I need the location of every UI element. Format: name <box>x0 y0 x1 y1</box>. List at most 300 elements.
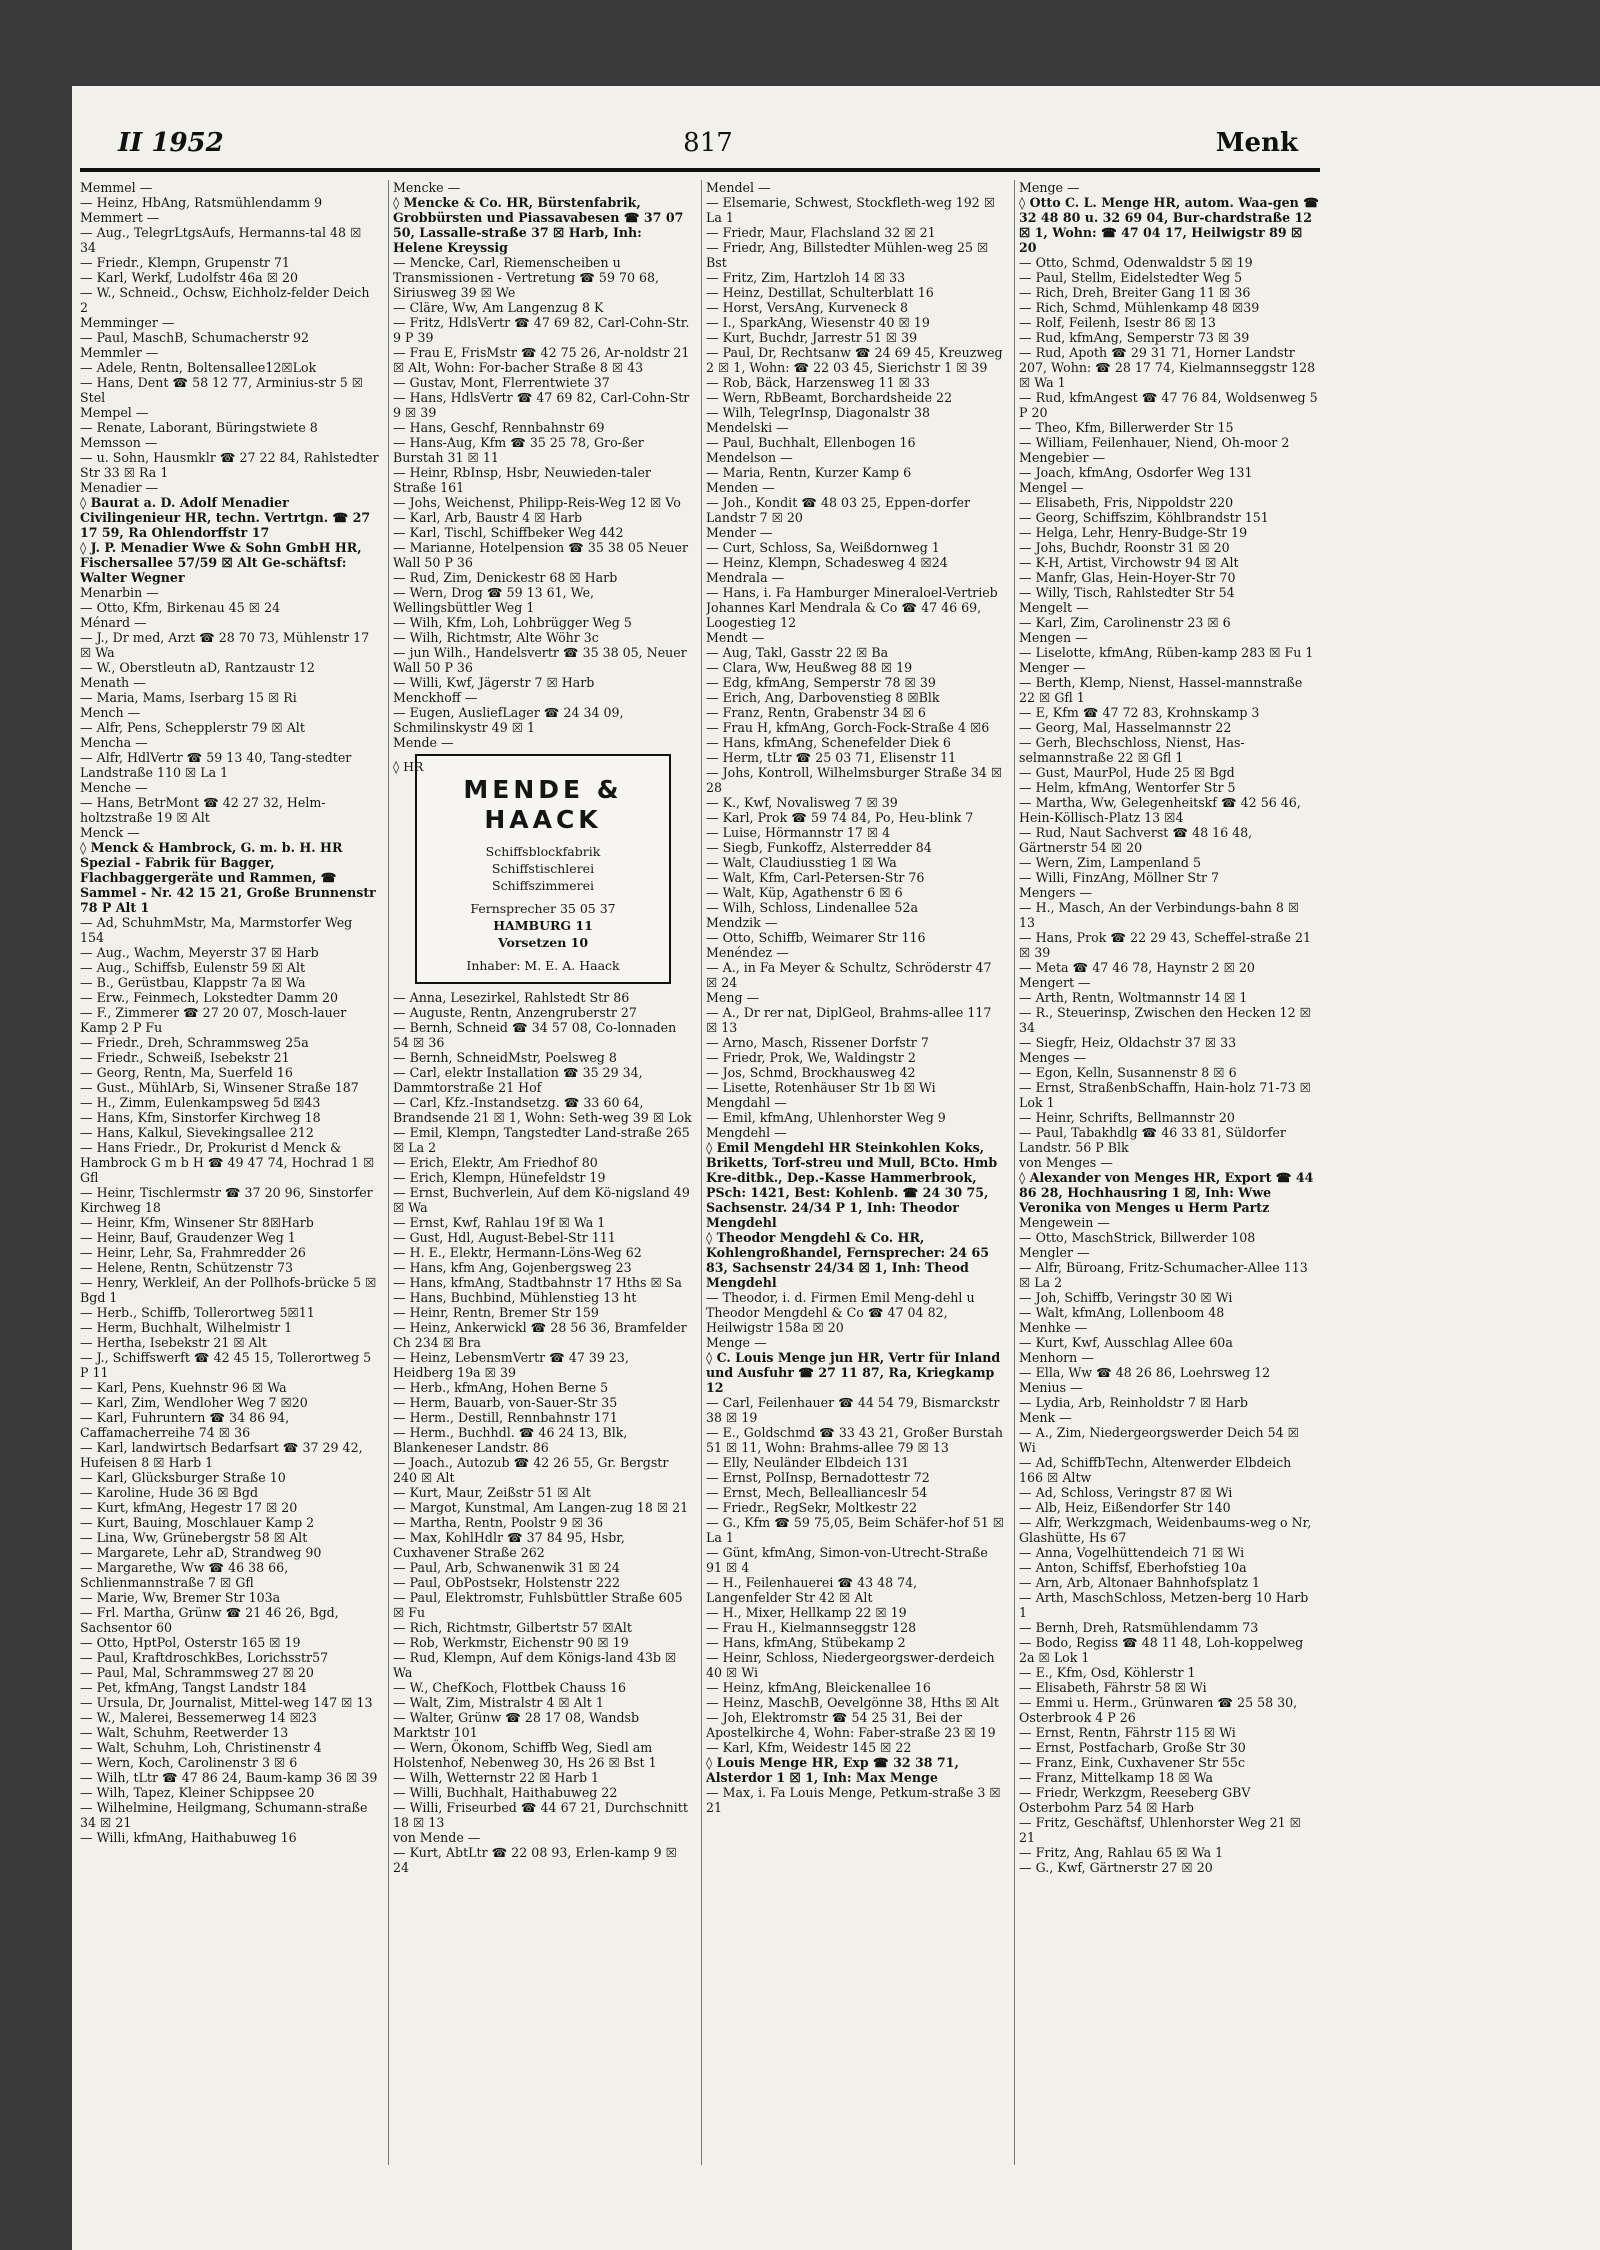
directory-entry: — Wern, Koch, Carolinenstr 3 ☒ 6 <box>80 1755 298 1770</box>
directory-heading: Menck — <box>80 825 140 840</box>
directory-entry: ◊ Baurat a. D. Adolf Menadier Civilingenieur HR, techn. Vertrtgn. ☎ 27 17 59, Ra Ohlendorffstr 17 <box>80 495 371 540</box>
directory-entry: — Rich, Richtmstr, Gilbertstr 57 ☒Alt <box>393 1620 632 1635</box>
directory-entry: — Joh, Schiffb, Veringstr 30 ☒ Wi <box>1019 1290 1233 1305</box>
directory-entry: — Erich, Ang, Darbovenstieg 8 ☒Blk <box>706 690 940 705</box>
directory-entry: — Theo, Kfm, Billerwerder Str 15 <box>1019 420 1234 435</box>
directory-entry: — Arth, Rentn, Woltmannstr 14 ☒ 1 <box>1019 990 1248 1005</box>
directory-entry: — Franz, Mittelkamp 18 ☒ Wa <box>1019 1770 1213 1785</box>
directory-entry: — Bernh, SchneidMstr, Poelsweg 8 <box>393 1050 617 1065</box>
directory-heading: Menhke — <box>1019 1320 1088 1335</box>
directory-entry: — Aug., Wachm, Meyerstr 37 ☒ Harb <box>80 945 319 960</box>
directory-heading: Menckhoff — <box>393 690 478 705</box>
directory-entry: — Erw., Feinmech, Lokstedter Damm 20 <box>80 990 338 1005</box>
directory-entry: — Arth, MaschSchloss, Metzen-berg 10 Harb 1 <box>1019 1590 1309 1620</box>
directory-entry: — Karl, Glücksburger Straße 10 <box>80 1470 286 1485</box>
ad-marker: ◊ HR <box>393 759 424 774</box>
directory-heading: Menden — <box>706 480 775 495</box>
directory-entry: — H., Zimm, Eulenkampsweg 5d ☒43 <box>80 1095 321 1110</box>
directory-entry: — Alfr, Büroang, Fritz-Schumacher-Allee 113 ☒ La 2 <box>1019 1260 1308 1290</box>
page-header <box>118 120 1298 168</box>
directory-entry: — Friedr, Werkzgm, Reeseberg GBV Osterbohm Parz 54 ☒ Harb <box>1019 1785 1251 1815</box>
directory-entry: — Heinr, Rentn, Bremer Str 159 <box>393 1305 599 1320</box>
directory-entry: — Meta ☎ 47 46 78, Haynstr 2 ☒ 20 <box>1019 960 1255 975</box>
directory-entry: — Friedr, Maur, Flachsland 32 ☒ 21 <box>706 225 936 240</box>
directory-entry: — Rolf, Feilenh, Isestr 86 ☒ 13 <box>1019 315 1216 330</box>
directory-entry: — H. E., Elektr, Hermann-Löns-Weg 62 <box>393 1245 642 1260</box>
directory-entry: — Siegfr, Heiz, Oldachstr 37 ☒ 33 <box>1019 1035 1237 1050</box>
directory-entry: — Gerh, Blechschloss, Nienst, Has-selmannstraße 22 ☒ Gfl 1 <box>1019 735 1245 765</box>
directory-entry: — Walt, Claudiusstieg 1 ☒ Wa <box>706 855 897 870</box>
directory-entry: ◊ Otto C. L. Menge HR, autom. Waa-gen ☎ 32 48 80 u. 32 69 04, Bur-chardstraße 12 ☒ 1, Wohn: ☎ 47 04 17, Heilwigstr 89 ☒ 20 <box>1019 195 1319 255</box>
directory-heading: Mengdehl — <box>706 1125 787 1140</box>
directory-entry: — Emil, Klempn, Tangstedter Land-straße 265 ☒ La 2 <box>393 1125 690 1155</box>
ad-street: Vorsetzen 10 <box>497 935 589 950</box>
directory-entry: — W., ChefKoch, Flottbek Chauss 16 <box>393 1680 626 1695</box>
directory-entry: — Ad, Schloss, Veringstr 87 ☒ Wi <box>1019 1485 1233 1500</box>
directory-entry: — Walt, Küp, Agathenstr 6 ☒ 6 <box>706 885 903 900</box>
ad-city: HAMBURG 11 <box>493 918 593 933</box>
directory-entry: — Kurt, AbtLtr ☎ 22 08 93, Erlen-kamp 9 ☒ 24 <box>393 1845 677 1875</box>
ad-title-line-1: MENDE & <box>463 775 623 804</box>
directory-entry: ◊ Mencke & Co. HR, Bürstenfabrik, Grobbürsten und Piassavabesen ☎ 37 07 50, Lassalle-straße 37 ☒ Harb, Inh: Helene Kreyssig <box>393 195 684 255</box>
directory-entry: — Clara, Ww, Heußweg 88 ☒ 19 <box>706 660 913 675</box>
directory-entry: — Alb, Heiz, Eißendorfer Str 140 <box>1019 1500 1231 1515</box>
directory-entry: — Bernh, Schneid ☎ 34 57 08, Co-lonnaden 54 ☒ 36 <box>393 1020 677 1050</box>
directory-entry: — R., Steuerinsp, Zwischen den Hecken 12 ☒ 34 <box>1019 1005 1311 1035</box>
directory-entry: — K-H, Artist, Virchowstr 94 ☒ Alt <box>1019 555 1239 570</box>
directory-entry: — W., Malerei, Bessemerweg 14 ☒23 <box>80 1710 317 1725</box>
directory-entry: — Helene, Rentn, Schützenstr 73 <box>80 1260 294 1275</box>
directory-entry: — Heinz, Ankerwickl ☎ 28 56 36, Bramfelder Ch 234 ☒ Bra <box>393 1320 687 1350</box>
directory-entry: — Paul, Dr, Rechtsanw ☎ 24 69 45, Kreuzweg 2 ☒ 1, Wohn: ☎ 22 03 45, Sierichstr 1 ☒ 39 <box>706 345 1003 375</box>
directory-entry: — jun Wilh., Handelsvertr ☎ 35 38 05, Neuer Wall 50 P 36 <box>393 645 687 675</box>
directory-heading: Mempel — <box>80 405 149 420</box>
directory-entry: — Willi, Friseurbed ☎ 44 67 21, Durchschnitt 18 ☒ 13 <box>393 1800 688 1830</box>
directory-entry: — Herm., Destill, Rennbahnstr 171 <box>393 1410 618 1425</box>
directory-entry: — Ad, SchuhmMstr, Ma, Marmstorfer Weg 154 <box>80 915 353 945</box>
directory-entry: — Ad, SchiffbTechn, Altenwerder Elbdeich 166 ☒ Altw <box>1019 1455 1292 1485</box>
directory-entry: — Anna, Vogelhüttendeich 71 ☒ Wi <box>1019 1545 1245 1560</box>
directory-heading: Mengelt — <box>1019 600 1089 615</box>
directory-entry: — J., Schiffswerft ☎ 42 45 15, Tollerortweg 5 P 11 <box>80 1350 372 1380</box>
directory-entry: — Otto, MaschStrick, Billwerder 108 <box>1019 1230 1256 1245</box>
page-header-left: II 1952 <box>118 128 224 158</box>
directory-entry: — Paul, Stellm, Eidelstedter Weg 5 <box>1019 270 1243 285</box>
directory-entry: — Elisabeth, Fris, Nippoldstr 220 <box>1019 495 1234 510</box>
directory-entry: — Alfr, Pens, Schepplerstr 79 ☒ Alt <box>80 720 305 735</box>
directory-entry: — Carl, Kfz.-Instandsetzg. ☎ 33 60 64, Brandsende 21 ☒ 1, Wohn: Seth-weg 39 ☒ Lok <box>393 1095 692 1125</box>
directory-entry: — Bernh, Dreh, Ratsmühlendamm 73 <box>1019 1620 1259 1635</box>
directory-entry: — Anna, Lesezirkel, Rahlstedt Str 86 <box>393 990 630 1005</box>
directory-entry: — Margarete, Lehr aD, Strandweg 90 <box>80 1545 322 1560</box>
directory-entry: — Heinr, Bauf, Graudenzer Weg 1 <box>80 1230 296 1245</box>
directory-entry: — Frau H, kfmAng, Gorch-Fock-Straße 4 ☒6 <box>706 720 990 735</box>
directory-heading: Menges — <box>1019 1050 1087 1065</box>
directory-heading: Mendel — <box>706 180 771 195</box>
directory-entry: — Paul, KraftdroschkBes, Lorichsstr57 <box>80 1650 329 1665</box>
directory-entry: — Johs, Buchdr, Roonstr 31 ☒ 20 <box>1019 540 1230 555</box>
directory-entry: — Emmi u. Herm., Grünwaren ☎ 25 58 30, Osterbrook 4 P 26 <box>1019 1695 1298 1725</box>
directory-entry: — Hans, kfmAng, Stübekamp 2 <box>706 1635 906 1650</box>
directory-entry: — Rich, Schmd, Mühlenkamp 48 ☒39 <box>1019 300 1260 315</box>
directory-entry: — Hertha, Isebekstr 21 ☒ Alt <box>80 1335 267 1350</box>
directory-entry: — Lydia, Arb, Reinholdstr 7 ☒ Harb <box>1019 1395 1248 1410</box>
directory-entry: — E., Kfm, Osd, Köhlerstr 1 <box>1019 1665 1196 1680</box>
directory-entry: — Erich, Klempn, Hünefeldstr 19 <box>393 1170 606 1185</box>
directory-entry: — Walter, Grünw ☎ 28 17 08, Wandsb Marktstr 101 <box>393 1710 640 1740</box>
directory-entry: — Gust, Hdl, August-Bebel-Str 111 <box>393 1230 616 1245</box>
directory-entry: — Hans, Dent ☎ 58 12 77, Arminius-str 5 ☒ Stel <box>80 375 364 405</box>
directory-entry: — Helga, Lehr, Henry-Budge-Str 19 <box>1019 525 1248 540</box>
directory-heading: Memmler — <box>80 345 159 360</box>
directory-entry: — Hans, HdlsVertr ☎ 47 69 82, Carl-Cohn-Str 9 ☒ 39 <box>393 390 690 420</box>
directory-entry: — Luise, Hörmannstr 17 ☒ 4 <box>706 825 891 840</box>
directory-heading: Ménard — <box>80 615 147 630</box>
directory-entry: — Ursula, Dr, Journalist, Mittel-weg 147 ☒ 13 <box>80 1695 373 1710</box>
directory-entry: — Otto, Schmd, Odenwaldstr 5 ☒ 19 <box>1019 255 1253 270</box>
directory-entry: ◊ C. Louis Menge jun HR, Vertr für Inland und Ausfuhr ☎ 27 11 87, Ra, Kriegkamp 12 <box>706 1350 1001 1395</box>
directory-entry: — W., Schneid., Ochsw, Eichholz-felder Deich 2 <box>80 285 370 315</box>
directory-entry: — Walt, Schuhm, Reetwerder 13 <box>80 1725 289 1740</box>
directory-entry: — Karl, Arb, Baustr 4 ☒ Harb <box>393 510 583 525</box>
directory-entry: — Marianne, Hotelpension ☎ 35 38 05 Neuer Wall 50 P 36 <box>393 540 688 570</box>
directory-entry: — Karl, Fuhruntern ☎ 34 86 94, Caffamacherreihe 74 ☒ 36 <box>80 1410 290 1440</box>
directory-entry: — Eugen, AusliefLager ☎ 24 34 09, Schmilinskystr 49 ☒ 1 <box>393 705 624 735</box>
directory-entry: — Kurt, Maur, Zeißstr 51 ☒ Alt <box>393 1485 591 1500</box>
directory-heading: Mendrala — <box>706 570 785 585</box>
directory-heading: Mende — <box>393 735 454 750</box>
directory-entry: — Wilh, Schloss, Lindenallee 52a <box>706 900 918 915</box>
directory-entry: — Karl, Kfm, Weidestr 145 ☒ 22 <box>706 1740 912 1755</box>
directory-entry: — Heinr, RbInsp, Hsbr, Neuwieden-taler Straße 161 <box>393 465 651 495</box>
directory-entry: — Wilh, Kfm, Loh, Lohbrügger Weg 5 <box>393 615 632 630</box>
directory-entry: — Heinr, Schloss, Niedergeorgswer-derdeich 40 ☒ Wi <box>706 1650 995 1680</box>
directory-heading: Memmert — <box>80 210 160 225</box>
directory-entry: — Alfr, HdlVertr ☎ 59 13 40, Tang-stedter Landstraße 110 ☒ La 1 <box>80 750 352 780</box>
directory-entry: — Aug., Schiffsb, Eulenstr 59 ☒ Alt <box>80 960 306 975</box>
directory-entry: — Wern, RbBeamt, Borchardsheide 22 <box>706 390 953 405</box>
directory-entry: — Walt, Schuhm, Loh, Christinenstr 4 <box>80 1740 322 1755</box>
directory-entry: — Renate, Laborant, Büringstwiete 8 <box>80 420 318 435</box>
directory-entry: — Alfr, Werkzgmach, Weidenbaums-weg o Nr, Glashütte, Hs 67 <box>1019 1515 1312 1545</box>
directory-entry: — A., Dr rer nat, DiplGeol, Brahms-allee 117 ☒ 13 <box>706 1005 992 1035</box>
directory-entry: — Herb., Schiffb, Tollerortweg 5☒11 <box>80 1305 315 1320</box>
directory-entry: — Mencke, Carl, Riemenscheiben u Transmissionen - Vertretung ☎ 59 70 68, Siriusweg 39 ☒ We <box>393 255 660 300</box>
directory-heading: Mengdahl — <box>706 1095 787 1110</box>
directory-entry: — Willy, Tisch, Rahlstedter Str 54 <box>1019 585 1235 600</box>
directory-entry: — Egon, Kelln, Susannenstr 8 ☒ 6 <box>1019 1065 1237 1080</box>
directory-entry: — B., Gerüstbau, Klappstr 7a ☒ Wa <box>80 975 306 990</box>
directory-entry: — Elisabeth, Fährstr 58 ☒ Wi <box>1019 1680 1207 1695</box>
directory-entry: — Margot, Kunstmal, Am Langen-zug 18 ☒ 21 <box>393 1500 689 1515</box>
directory-entry: — Martha, Rentn, Poolstr 9 ☒ 36 <box>393 1515 603 1530</box>
column-divider <box>388 180 389 2165</box>
column-1 <box>80 180 380 2170</box>
directory-entry: — Hans-Aug, Kfm ☎ 35 25 78, Gro-ßer Burstah 31 ☒ 11 <box>393 435 644 465</box>
directory-entry: — Paul, Buchhalt, Ellenbogen 16 <box>706 435 916 450</box>
directory-entry: — Kurt, Kwf, Ausschlag Allee 60a <box>1019 1335 1233 1350</box>
directory-heading: Meng — <box>706 990 760 1005</box>
directory-entry: — Wern, Ökonom, Schiffb Weg, Siedl am Holstenhof, Nebenweg 30, Hs 26 ☒ Bst 1 <box>393 1740 657 1770</box>
directory-heading: Menadier — <box>80 480 159 495</box>
directory-entry: — Hans, Buchbind, Mühlenstieg 13 ht <box>393 1290 637 1305</box>
directory-entry: — Ernst, PolInsp, Bernadottestr 72 <box>706 1470 930 1485</box>
directory-entry: — Lina, Ww, Grünebergstr 58 ☒ Alt <box>80 1530 308 1545</box>
directory-entry: ◊ Louis Menge HR, Exp ☎ 32 38 71, Alsterdor 1 ☒ 1, Inh: Max Menge <box>706 1755 959 1785</box>
column-4 <box>1019 180 1319 2170</box>
directory-entry: — Aug, Takl, Gasstr 22 ☒ Ba <box>706 645 889 660</box>
directory-heading: Memminger — <box>80 315 175 330</box>
directory-entry: — Hans, Kfm, Sinstorfer Kirchweg 18 <box>80 1110 321 1125</box>
directory-entry: — Herb., kfmAng, Hohen Berne 5 <box>393 1380 609 1395</box>
directory-entry: — Karl, landwirtsch Bedarfsart ☎ 37 29 42, Hufeisen 8 ☒ Harb 1 <box>80 1440 363 1470</box>
directory-entry: — Franz, Rentn, Grabenstr 34 ☒ 6 <box>706 705 926 720</box>
column-2-top <box>393 180 693 750</box>
directory-entry: — K., Kwf, Novalisweg 7 ☒ 39 <box>706 795 898 810</box>
directory-entry: — Georg, Mal, Hasselmannstr 22 <box>1019 720 1232 735</box>
ad-line-3: Schiffszimmerei <box>492 878 594 893</box>
directory-entry: — Otto, HptPol, Osterstr 165 ☒ 19 <box>80 1635 301 1650</box>
directory-entry: — Kurt, Buchdr, Jarrestr 51 ☒ 39 <box>706 330 918 345</box>
column-3 <box>706 180 1006 2170</box>
page-header-right: Menk <box>1215 128 1298 158</box>
directory-entry: — G., Kwf, Gärtnerstr 27 ☒ 20 <box>1019 1860 1213 1875</box>
directory-entry: — Anton, Schiffsf, Eberhofstieg 10a <box>1019 1560 1247 1575</box>
directory-entry: — Heinr, Tischlermstr ☎ 37 20 96, Sinstorfer Kirchweg 18 <box>80 1185 373 1215</box>
directory-heading: Menche — <box>80 780 148 795</box>
directory-heading: Mengers — <box>1019 885 1093 900</box>
directory-entry: — Berth, Klemp, Nienst, Hassel-mannstraße 22 ☒ Gfl 1 <box>1019 675 1303 705</box>
directory-heading: Mengler — <box>1019 1245 1090 1260</box>
directory-heading: Menéndez — <box>706 945 789 960</box>
ad-title-line-2: HAACK <box>484 805 602 834</box>
directory-entry: — Friedr., Schweiß, Isebekstr 21 <box>80 1050 290 1065</box>
header-rule <box>80 168 1320 172</box>
ad-line-2: Schiffstischlerei <box>491 861 595 876</box>
directory-entry: — Friedr., RegSekr, Moltkestr 22 <box>706 1500 918 1515</box>
directory-entry: — Willi, Kwf, Jägerstr 7 ☒ Harb <box>393 675 595 690</box>
directory-entry: ◊ J. P. Menadier Wwe & Sohn GmbH HR, Fischersallee 57/59 ☒ Alt Ge-schäftsf: Walter Wegner <box>80 540 362 585</box>
directory-heading: Mengen — <box>1019 630 1088 645</box>
directory-entry: — Theodor, i. d. Firmen Emil Meng-dehl u Theodor Mengdehl & Co ☎ 47 04 82, Heilwigstr 158a ☒ 20 <box>706 1290 975 1335</box>
directory-entry: — G., Kfm ☎ 59 75,05, Beim Schäfer-hof 51 ☒ La 1 <box>706 1515 1005 1545</box>
directory-entry: — Adele, Rentn, Boltensallee12☒Lok <box>80 360 317 375</box>
directory-entry: — Heinz, HbAng, Ratsmühlendamm 9 <box>80 195 323 210</box>
directory-entry: — Fritz, Zim, Hartzloh 14 ☒ 33 <box>706 270 906 285</box>
directory-entry: — Walt, kfmAng, Lollenboom 48 <box>1019 1305 1225 1320</box>
directory-entry: — Ernst, Buchverlein, Auf dem Kö-nigsland 49 ☒ Wa <box>393 1185 690 1215</box>
directory-heading: Menge — <box>1019 180 1080 195</box>
directory-entry: — Friedr., Dreh, Schrammsweg 25a <box>80 1035 309 1050</box>
directory-entry: — Paul, MaschB, Schumacherstr 92 <box>80 330 310 345</box>
directory-entry: — Karl, Zim, Wendloher Weg 7 ☒20 <box>80 1395 308 1410</box>
directory-entry: — Otto, Schiffb, Weimarer Str 116 <box>706 930 926 945</box>
directory-entry: — Fritz, Geschäftsf, Uhlenhorster Weg 21 ☒ 21 <box>1019 1815 1301 1845</box>
directory-entry: — Herm, tLtr ☎ 25 03 71, Elisenstr 11 <box>706 750 957 765</box>
directory-entry: — Paul, Tabakhdlg ☎ 46 33 81, Süldorfer Landstr. 56 P Blk <box>1019 1125 1286 1155</box>
directory-entry: — Willi, FinzAng, Möllner Str 7 <box>1019 870 1220 885</box>
directory-heading: Menge — <box>706 1335 767 1350</box>
directory-entry: — Frau H., Kielmannseggstr 128 <box>706 1620 917 1635</box>
directory-heading: Memsson — <box>80 435 158 450</box>
directory-entry: — Auguste, Rentn, Anzengruberstr 27 <box>393 1005 637 1020</box>
directory-entry: — Johs, Weichenst, Philipp-Reis-Weg 12 ☒ Vo <box>393 495 681 510</box>
directory-entry: — Günt, kfmAng, Simon-von-Utrecht-Straße 91 ☒ 4 <box>706 1545 988 1575</box>
directory-entry: — Herm, Buchhalt, Wilhelmistr 1 <box>80 1320 293 1335</box>
directory-entry: — Joach., Autozub ☎ 42 26 55, Gr. Bergstr 240 ☒ Alt <box>393 1455 669 1485</box>
advertisement-box <box>393 754 671 984</box>
directory-entry: — Frl. Martha, Grünw ☎ 21 46 26, Bgd, Sachsentor 60 <box>80 1605 339 1635</box>
directory-heading: Mencha — <box>80 735 148 750</box>
directory-entry: — H., Mixer, Hellkamp 22 ☒ 19 <box>706 1605 907 1620</box>
directory-entry: — Elly, Neuländer Elbdeich 131 <box>706 1455 910 1470</box>
directory-entry: — Rud, Klempn, Auf dem Königs-land 43b ☒ Wa <box>393 1650 677 1680</box>
directory-heading: von Menges — <box>1019 1155 1113 1170</box>
directory-entry: — Willi, kfmAng, Haithabuweg 16 <box>80 1830 297 1845</box>
directory-entry: — Franz, Eink, Cuxhavener Str 55c <box>1019 1755 1245 1770</box>
directory-heading: Mengebier — <box>1019 450 1106 465</box>
directory-entry: — Gust., MühlArb, Si, Winsener Straße 187 <box>80 1080 359 1095</box>
directory-entry: — Manfr, Glas, Hein-Hoyer-Str 70 <box>1019 570 1236 585</box>
directory-heading: Menarbin — <box>80 585 159 600</box>
directory-entry: — Hans, BetrMont ☎ 42 27 32, Helm-holtzstraße 19 ☒ Alt <box>80 795 326 825</box>
directory-entry: — Max, KohlHdlr ☎ 37 84 95, Hsbr, Cuxhavener Straße 262 <box>393 1530 625 1560</box>
directory-entry: — Karl, Zim, Carolinenstr 23 ☒ 6 <box>1019 615 1231 630</box>
directory-entry: — Henry, Werkleif, An der Pollhofs-brücke 5 ☒ Bgd 1 <box>80 1275 377 1305</box>
directory-heading: Memmel — <box>80 180 153 195</box>
directory-heading: Mendelson — <box>706 450 793 465</box>
ad-phone: Fernsprecher 35 05 37 <box>470 901 616 916</box>
directory-entry: — Marie, Ww, Bremer Str 103a <box>80 1590 281 1605</box>
directory-entry: — Karl, Pens, Kuehnstr 96 ☒ Wa <box>80 1380 287 1395</box>
directory-entry: — Heinz, kfmAng, Bleickenallee 16 <box>706 1680 931 1695</box>
directory-entry: — Hans, Kalkul, Sievekingsallee 212 <box>80 1125 314 1140</box>
directory-heading: Menger — <box>1019 660 1086 675</box>
directory-entry: — Rud, kfmAng, Semperstr 73 ☒ 39 <box>1019 330 1250 345</box>
page-number: 817 <box>683 128 733 158</box>
directory-entry: — Ernst, StraßenbSchaffn, Hain-holz 71-73 ☒ Lok 1 <box>1019 1080 1311 1110</box>
column-2-bottom <box>393 990 693 1875</box>
directory-entry: — Friedr, Prok, We, Waldingstr 2 <box>706 1050 916 1065</box>
directory-entry: — Rud, Zim, Denickestr 68 ☒ Harb <box>393 570 618 585</box>
directory-entry: — Heinz, Klempn, Schadesweg 4 ☒24 <box>706 555 948 570</box>
directory-entry: — Rich, Dreh, Breiter Gang 11 ☒ 36 <box>1019 285 1251 300</box>
directory-entry: — E, Kfm ☎ 47 72 83, Krohnskamp 3 <box>1019 705 1260 720</box>
directory-entry: — Otto, Kfm, Birkenau 45 ☒ 24 <box>80 600 281 615</box>
directory-heading: von Mende — <box>393 1830 481 1845</box>
directory-entry: — Ernst, Postfacharb, Große Str 30 <box>1019 1740 1246 1755</box>
directory-entry: — H., Masch, An der Verbindungs-bahn 8 ☒ 13 <box>1019 900 1300 930</box>
directory-heading: Mengewein — <box>1019 1215 1110 1230</box>
directory-entry: — Horst, VersAng, Kurveneck 8 <box>706 300 908 315</box>
directory-entry: — Walt, Kfm, Carl-Petersen-Str 76 <box>706 870 925 885</box>
directory-entry: — Liselotte, kfmAng, Rüben-kamp 283 ☒ Fu 1 <box>1019 645 1314 660</box>
directory-entry: — Paul, ObPostsekr, Holstenstr 222 <box>393 1575 621 1590</box>
directory-entry: — Ernst, Kwf, Rahlau 19f ☒ Wa 1 <box>393 1215 606 1230</box>
directory-entry: — Wilh, tLtr ☎ 47 86 24, Baum-kamp 36 ☒ 39 <box>80 1770 378 1785</box>
directory-entry: — Siegb, Funkoffz, Alsterredder 84 <box>706 840 932 855</box>
directory-entry: — Martha, Ww, Gelegenheitskf ☎ 42 56 46, Hein-Köllisch-Platz 13 ☒4 <box>1019 795 1301 825</box>
directory-entry: — Heinz, LebensmVertr ☎ 47 39 23, Heidberg 19a ☒ 39 <box>393 1350 629 1380</box>
directory-entry: — Rob, Bäck, Harzensweg 11 ☒ 33 <box>706 375 931 390</box>
directory-entry: — Hans, Prok ☎ 22 29 43, Scheffel-straße 21 ☒ 39 <box>1019 930 1312 960</box>
directory-heading: Mengel — <box>1019 480 1084 495</box>
directory-entry: — Lisette, Rotenhäuser Str 1b ☒ Wi <box>706 1080 936 1095</box>
directory-entry: — Rud, kfmAngest ☎ 47 76 84, Woldsenweg 5 P 20 <box>1019 390 1318 420</box>
directory-entry: — Wern, Zim, Lampenland 5 <box>1019 855 1201 870</box>
directory-entry: — Kurt, Bauing, Moschlauer Kamp 2 <box>80 1515 315 1530</box>
directory-entry: — Heinr, Lehr, Sa, Frahmredder 26 <box>80 1245 306 1260</box>
directory-entry: ◊ Theodor Mengdehl & Co. HR, Kohlengroßhandel, Fernsprecher: 24 65 83, Sachsenstr 24/34 ☒ 1, Inh: Theod Mengdehl <box>706 1230 989 1290</box>
directory-entry: — Wilh, Wetternstr 22 ☒ Harb 1 <box>393 1770 600 1785</box>
directory-entry: — Ernst, Mech, Belleallianceslr 54 <box>706 1485 928 1500</box>
directory-entry: — A., Zim, Niedergeorgswerder Deich 54 ☒ Wi <box>1019 1425 1299 1455</box>
ad-line-1: Schiffsblockfabrik <box>485 844 601 859</box>
directory-entry: — Joh, Elektromstr ☎ 54 25 31, Bei der Apostelkirche 4, Wohn: Faber-straße 23 ☒ 19 <box>706 1710 996 1740</box>
directory-entry: — H., Feilenhauerei ☎ 43 48 74, Langenfelder Str 42 ☒ Alt <box>706 1575 918 1605</box>
directory-entry: — Heinr, Schrifts, Bellmannstr 20 <box>1019 1110 1235 1125</box>
directory-entry: — Georg, Rentn, Ma, Suerfeld 16 <box>80 1065 293 1080</box>
directory-entry: — Karoline, Hude 36 ☒ Bgd <box>80 1485 259 1500</box>
directory-entry: — Edg, kfmAng, Semperstr 78 ☒ 39 <box>706 675 936 690</box>
directory-entry: — Willi, Buchhalt, Haithabuweg 22 <box>393 1785 618 1800</box>
directory-entry: — Paul, Arb, Schwanenwik 31 ☒ 24 <box>393 1560 620 1575</box>
directory-entry: — William, Feilenhauer, Niend, Oh-moor 2 <box>1019 435 1290 450</box>
directory-entry: — Rob, Werkmstr, Eichenstr 90 ☒ 19 <box>393 1635 629 1650</box>
directory-entry: — Ernst, Rentn, Fährstr 115 ☒ Wi <box>1019 1725 1236 1740</box>
directory-entry: — Hans, kfm Ang, Gojenbergsweg 23 <box>393 1260 632 1275</box>
directory-entry: — Wilhelmine, Heilgmang, Schumann-straße 34 ☒ 21 <box>80 1800 368 1830</box>
directory-heading: Mencke — <box>393 180 461 195</box>
directory-heading: Menath — <box>80 675 146 690</box>
directory-entry: — Georg, Schiffszim, Köhlbrandstr 151 <box>1019 510 1269 525</box>
directory-heading: Menhorn — <box>1019 1350 1094 1365</box>
directory-entry: — Bodo, Regiss ☎ 48 11 48, Loh-koppelweg 2a ☒ Lok 1 <box>1019 1635 1304 1665</box>
directory-entry: — Hans, kfmAng, Stadtbahnstr 17 Hths ☒ Sa <box>393 1275 682 1290</box>
directory-entry: — Walt, Zim, Mistralstr 4 ☒ Alt 1 <box>393 1695 604 1710</box>
directory-entry: — Aug., TelegrLtgsAufs, Hermanns-tal 48 ☒ 34 <box>80 225 362 255</box>
directory-entry: — Carl, elektr Installation ☎ 35 29 34, Dammtorstraße 21 Hof <box>393 1065 643 1095</box>
directory-entry: — Fritz, HdlsVertr ☎ 47 69 82, Carl-Cohn-Str. 9 P 39 <box>393 315 690 345</box>
directory-heading: Mendt — <box>706 630 765 645</box>
directory-entry: — Karl, Prok ☎ 59 74 84, Po, Heu-blink 7 <box>706 810 974 825</box>
directory-entry: — Karl, Werkf, Ludolfstr 46a ☒ 20 <box>80 270 299 285</box>
directory-entry: — Joh., Kondit ☎ 48 03 25, Eppen-dorfer Landstr 7 ☒ 20 <box>706 495 970 525</box>
directory-entry: — Max, i. Fa Louis Menge, Petkum-straße 3 ☒ 21 <box>706 1785 1001 1815</box>
directory-entry: — Fritz, Ang, Rahlau 65 ☒ Wa 1 <box>1019 1845 1224 1860</box>
directory-entry: — Arno, Masch, Rissener Dorfstr 7 <box>706 1035 929 1050</box>
directory-entry: — Pet, kfmAng, Tangst Landstr 184 <box>80 1680 307 1695</box>
directory-entry: — u. Sohn, Hausmklr ☎ 27 22 84, Rahlstedter Str 33 ☒ Ra 1 <box>80 450 379 480</box>
directory-entry: — Wern, Drog ☎ 59 13 61, We, Wellingsbüttler Weg 1 <box>393 585 595 615</box>
directory-entry: — Ella, Ww ☎ 48 26 86, Loehrsweg 12 <box>1019 1365 1271 1380</box>
directory-entry: — Heinz, Destillat, Schulterblatt 16 <box>706 285 934 300</box>
directory-entry: — Joach, kfmAng, Osdorfer Weg 131 <box>1019 465 1253 480</box>
column-divider <box>701 180 702 2165</box>
directory-entry: — Wilh, Richtmstr, Alte Wöhr 3c <box>393 630 599 645</box>
directory-entry: ◊ Menck & Hambrock, G. m. b. H. HR Spezial - Fabrik für Bagger, Flachbaggergeräte und Rammen, ☎ Sammel - Nr. 42 15 21, Große Brunnenstr 78 P Alt 1 <box>80 840 376 915</box>
directory-entry: — Emil, kfmAng, Uhlenhorster Weg 9 <box>706 1110 946 1125</box>
directory-heading: Mendzik — <box>706 915 778 930</box>
directory-entry: — Arn, Arb, Altonaer Bahnhofsplatz 1 <box>1019 1575 1260 1590</box>
directory-entry: — Erich, Elektr, Am Friedhof 80 <box>393 1155 598 1170</box>
ad-owner: Inhaber: M. E. A. Haack <box>466 958 620 973</box>
directory-heading: Mendelski — <box>706 420 789 435</box>
directory-heading: Mengert — <box>1019 975 1091 990</box>
directory-entry: — Gustav, Mont, Flerrentwiete 37 <box>393 375 610 390</box>
directory-entry: — Wilh, Tapez, Kleiner Schippsee 20 <box>80 1785 315 1800</box>
directory-entry: — Rud, Apoth ☎ 29 31 71, Horner Landstr 207, Wohn: ☎ 28 17 74, Kielmannseggstr 128 ☒ Wa 1 <box>1019 345 1316 390</box>
